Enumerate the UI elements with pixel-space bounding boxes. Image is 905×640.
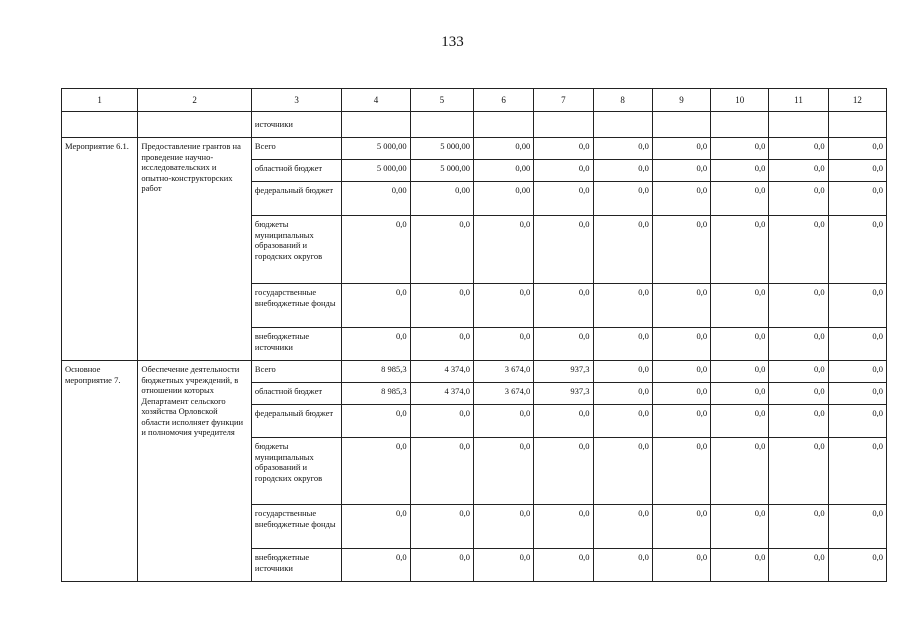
amount-cell: 0,0 — [769, 505, 828, 549]
funding-source: государственные внебюджетные фонды — [251, 284, 341, 328]
amount-cell: 0,0 — [534, 505, 593, 549]
amount-cell: 0,0 — [410, 284, 473, 328]
amount-cell: 0,0 — [711, 284, 769, 328]
amount-cell: 0,0 — [769, 182, 828, 216]
amount-cell: 0,0 — [769, 328, 828, 361]
amount-cell: 0,0 — [410, 216, 473, 284]
amount-cell: 0,0 — [711, 138, 769, 160]
amount-cell: 0,0 — [769, 361, 828, 383]
amount-cell: 0,0 — [769, 405, 828, 438]
amount-cell: 0,0 — [711, 505, 769, 549]
amount-cell: 0,0 — [711, 182, 769, 216]
column-number: 8 — [593, 89, 652, 112]
page-number: 133 — [441, 34, 464, 50]
amount-cell: 5 000,00 — [342, 160, 410, 182]
amount-cell: 0,0 — [593, 328, 652, 361]
amount-cell: 0,0 — [711, 405, 769, 438]
column-number: 6 — [473, 89, 533, 112]
column-number: 2 — [138, 89, 252, 112]
amount-cell: 0,0 — [769, 438, 828, 505]
table-cell — [473, 112, 533, 138]
amount-cell: 0,0 — [473, 216, 533, 284]
amount-cell: 3 674,0 — [473, 361, 533, 383]
table-row — [62, 138, 887, 160]
funding-source: Всего — [251, 138, 341, 160]
amount-cell: 0,0 — [593, 383, 652, 405]
amount-cell: 0,0 — [652, 549, 710, 582]
amount-cell: 0,0 — [593, 138, 652, 160]
measure-description: Предоставление грантов на проведение научно-исследовательских и опытно-конструкторских работ — [138, 138, 252, 361]
amount-cell: 0,0 — [473, 328, 533, 361]
amount-cell: 0,0 — [534, 438, 593, 505]
amount-cell: 0,0 — [769, 138, 828, 160]
amount-cell: 0,0 — [711, 549, 769, 582]
column-number-row — [62, 89, 887, 112]
amount-cell: 0,0 — [652, 216, 710, 284]
amount-cell: 0,0 — [828, 505, 886, 549]
amount-cell: 0,0 — [410, 328, 473, 361]
table-cell — [593, 112, 652, 138]
amount-cell: 0,0 — [473, 438, 533, 505]
amount-cell: 0,0 — [473, 405, 533, 438]
amount-cell: 5 000,00 — [410, 160, 473, 182]
funding-source: государственные внебюджетные фонды — [251, 505, 341, 549]
column-number: 9 — [652, 89, 710, 112]
budget-table — [61, 88, 887, 582]
amount-cell: 0,0 — [769, 284, 828, 328]
column-number: 7 — [534, 89, 593, 112]
funding-source: бюджеты муниципальных образований и городских округов — [251, 438, 341, 505]
amount-cell: 0,0 — [711, 328, 769, 361]
column-number: 12 — [828, 89, 886, 112]
amount-cell: 0,0 — [342, 505, 410, 549]
amount-cell: 0,0 — [828, 182, 886, 216]
funding-source: источники — [251, 112, 341, 138]
column-number: 3 — [251, 89, 341, 112]
table-cell — [652, 112, 710, 138]
amount-cell: 0,0 — [410, 505, 473, 549]
amount-cell: 0,0 — [828, 549, 886, 582]
amount-cell: 0,0 — [711, 438, 769, 505]
table-cell — [711, 112, 769, 138]
amount-cell: 0,0 — [593, 361, 652, 383]
amount-cell: 0,0 — [652, 160, 710, 182]
amount-cell: 0,0 — [652, 361, 710, 383]
column-number: 10 — [711, 89, 769, 112]
amount-cell: 0,0 — [534, 328, 593, 361]
amount-cell: 937,3 — [534, 361, 593, 383]
table-cell — [138, 112, 252, 138]
amount-cell: 0,0 — [342, 549, 410, 582]
measure-name: Мероприятие 6.1. — [62, 138, 138, 361]
amount-cell: 0,00 — [473, 160, 533, 182]
amount-cell: 0,0 — [534, 160, 593, 182]
amount-cell: 0,0 — [711, 216, 769, 284]
amount-cell: 0,0 — [593, 438, 652, 505]
amount-cell: 0,0 — [410, 549, 473, 582]
amount-cell: 0,0 — [828, 328, 886, 361]
amount-cell: 0,00 — [410, 182, 473, 216]
table-row — [62, 361, 887, 383]
amount-cell: 0,0 — [652, 383, 710, 405]
amount-cell: 0,0 — [711, 160, 769, 182]
measure-description: Обеспечение деятельности бюджетных учреждений, в отношении которых Департамент сельского хозяйства Орловской области исполняет функции и полномочия учредителя — [138, 361, 252, 582]
amount-cell: 0,0 — [473, 284, 533, 328]
table-cell — [62, 112, 138, 138]
column-number: 11 — [769, 89, 828, 112]
amount-cell: 0,0 — [342, 284, 410, 328]
amount-cell: 0,0 — [769, 160, 828, 182]
amount-cell: 0,0 — [828, 383, 886, 405]
table-cell — [534, 112, 593, 138]
amount-cell: 3 674,0 — [473, 383, 533, 405]
amount-cell: 8 985,3 — [342, 383, 410, 405]
amount-cell: 0,00 — [342, 182, 410, 216]
amount-cell: 0,0 — [342, 405, 410, 438]
amount-cell: 0,0 — [769, 383, 828, 405]
column-number: 4 — [342, 89, 410, 112]
amount-cell: 0,0 — [652, 328, 710, 361]
amount-cell: 0,0 — [534, 549, 593, 582]
amount-cell: 0,0 — [652, 405, 710, 438]
amount-cell: 5 000,00 — [410, 138, 473, 160]
amount-cell: 0,0 — [828, 216, 886, 284]
amount-cell: 0,0 — [828, 405, 886, 438]
amount-cell: 0,00 — [473, 138, 533, 160]
amount-cell: 0,0 — [342, 438, 410, 505]
funding-source: областной бюджет — [251, 160, 341, 182]
amount-cell: 0,0 — [473, 505, 533, 549]
funding-source: внебюджетные источники — [251, 328, 341, 361]
amount-cell: 0,0 — [652, 505, 710, 549]
amount-cell: 0,0 — [652, 284, 710, 328]
amount-cell: 0,0 — [711, 383, 769, 405]
funding-source: федеральный бюджет — [251, 405, 341, 438]
amount-cell: 0,0 — [473, 549, 533, 582]
amount-cell: 0,0 — [828, 284, 886, 328]
funding-source: внебюджетные источники — [251, 549, 341, 582]
amount-cell: 937,3 — [534, 383, 593, 405]
amount-cell: 0,00 — [473, 182, 533, 216]
table-cell — [342, 112, 410, 138]
amount-cell: 0,0 — [593, 284, 652, 328]
amount-cell: 0,0 — [652, 138, 710, 160]
funding-source: федеральный бюджет — [251, 182, 341, 216]
amount-cell: 0,0 — [410, 405, 473, 438]
amount-cell: 0,0 — [769, 216, 828, 284]
amount-cell: 0,0 — [410, 438, 473, 505]
amount-cell: 0,0 — [828, 160, 886, 182]
amount-cell: 5 000,00 — [342, 138, 410, 160]
amount-cell: 0,0 — [534, 138, 593, 160]
amount-cell: 0,0 — [534, 182, 593, 216]
amount-cell: 0,0 — [593, 182, 652, 216]
amount-cell: 0,0 — [534, 216, 593, 284]
amount-cell: 0,0 — [828, 138, 886, 160]
amount-cell: 0,0 — [593, 549, 652, 582]
amount-cell: 0,0 — [534, 284, 593, 328]
amount-cell: 0,0 — [342, 216, 410, 284]
table-cell — [769, 112, 828, 138]
column-number: 5 — [410, 89, 473, 112]
amount-cell: 0,0 — [593, 160, 652, 182]
amount-cell: 0,0 — [593, 505, 652, 549]
funding-source: бюджеты муниципальных образований и городских округов — [251, 216, 341, 284]
amount-cell: 4 374,0 — [410, 383, 473, 405]
table-cell — [410, 112, 473, 138]
measure-name: Основное мероприятие 7. — [62, 361, 138, 582]
amount-cell: 0,0 — [828, 361, 886, 383]
amount-cell: 0,0 — [342, 328, 410, 361]
column-number: 1 — [62, 89, 138, 112]
amount-cell: 8 985,3 — [342, 361, 410, 383]
amount-cell: 0,0 — [828, 438, 886, 505]
amount-cell: 0,0 — [534, 405, 593, 438]
amount-cell: 0,0 — [711, 361, 769, 383]
continuation-row — [62, 112, 887, 138]
funding-source: областной бюджет — [251, 383, 341, 405]
amount-cell: 0,0 — [593, 216, 652, 284]
funding-source: Всего — [251, 361, 341, 383]
table-cell — [828, 112, 886, 138]
amount-cell: 0,0 — [593, 405, 652, 438]
amount-cell: 4 374,0 — [410, 361, 473, 383]
amount-cell: 0,0 — [652, 438, 710, 505]
amount-cell: 0,0 — [652, 182, 710, 216]
amount-cell: 0,0 — [769, 549, 828, 582]
